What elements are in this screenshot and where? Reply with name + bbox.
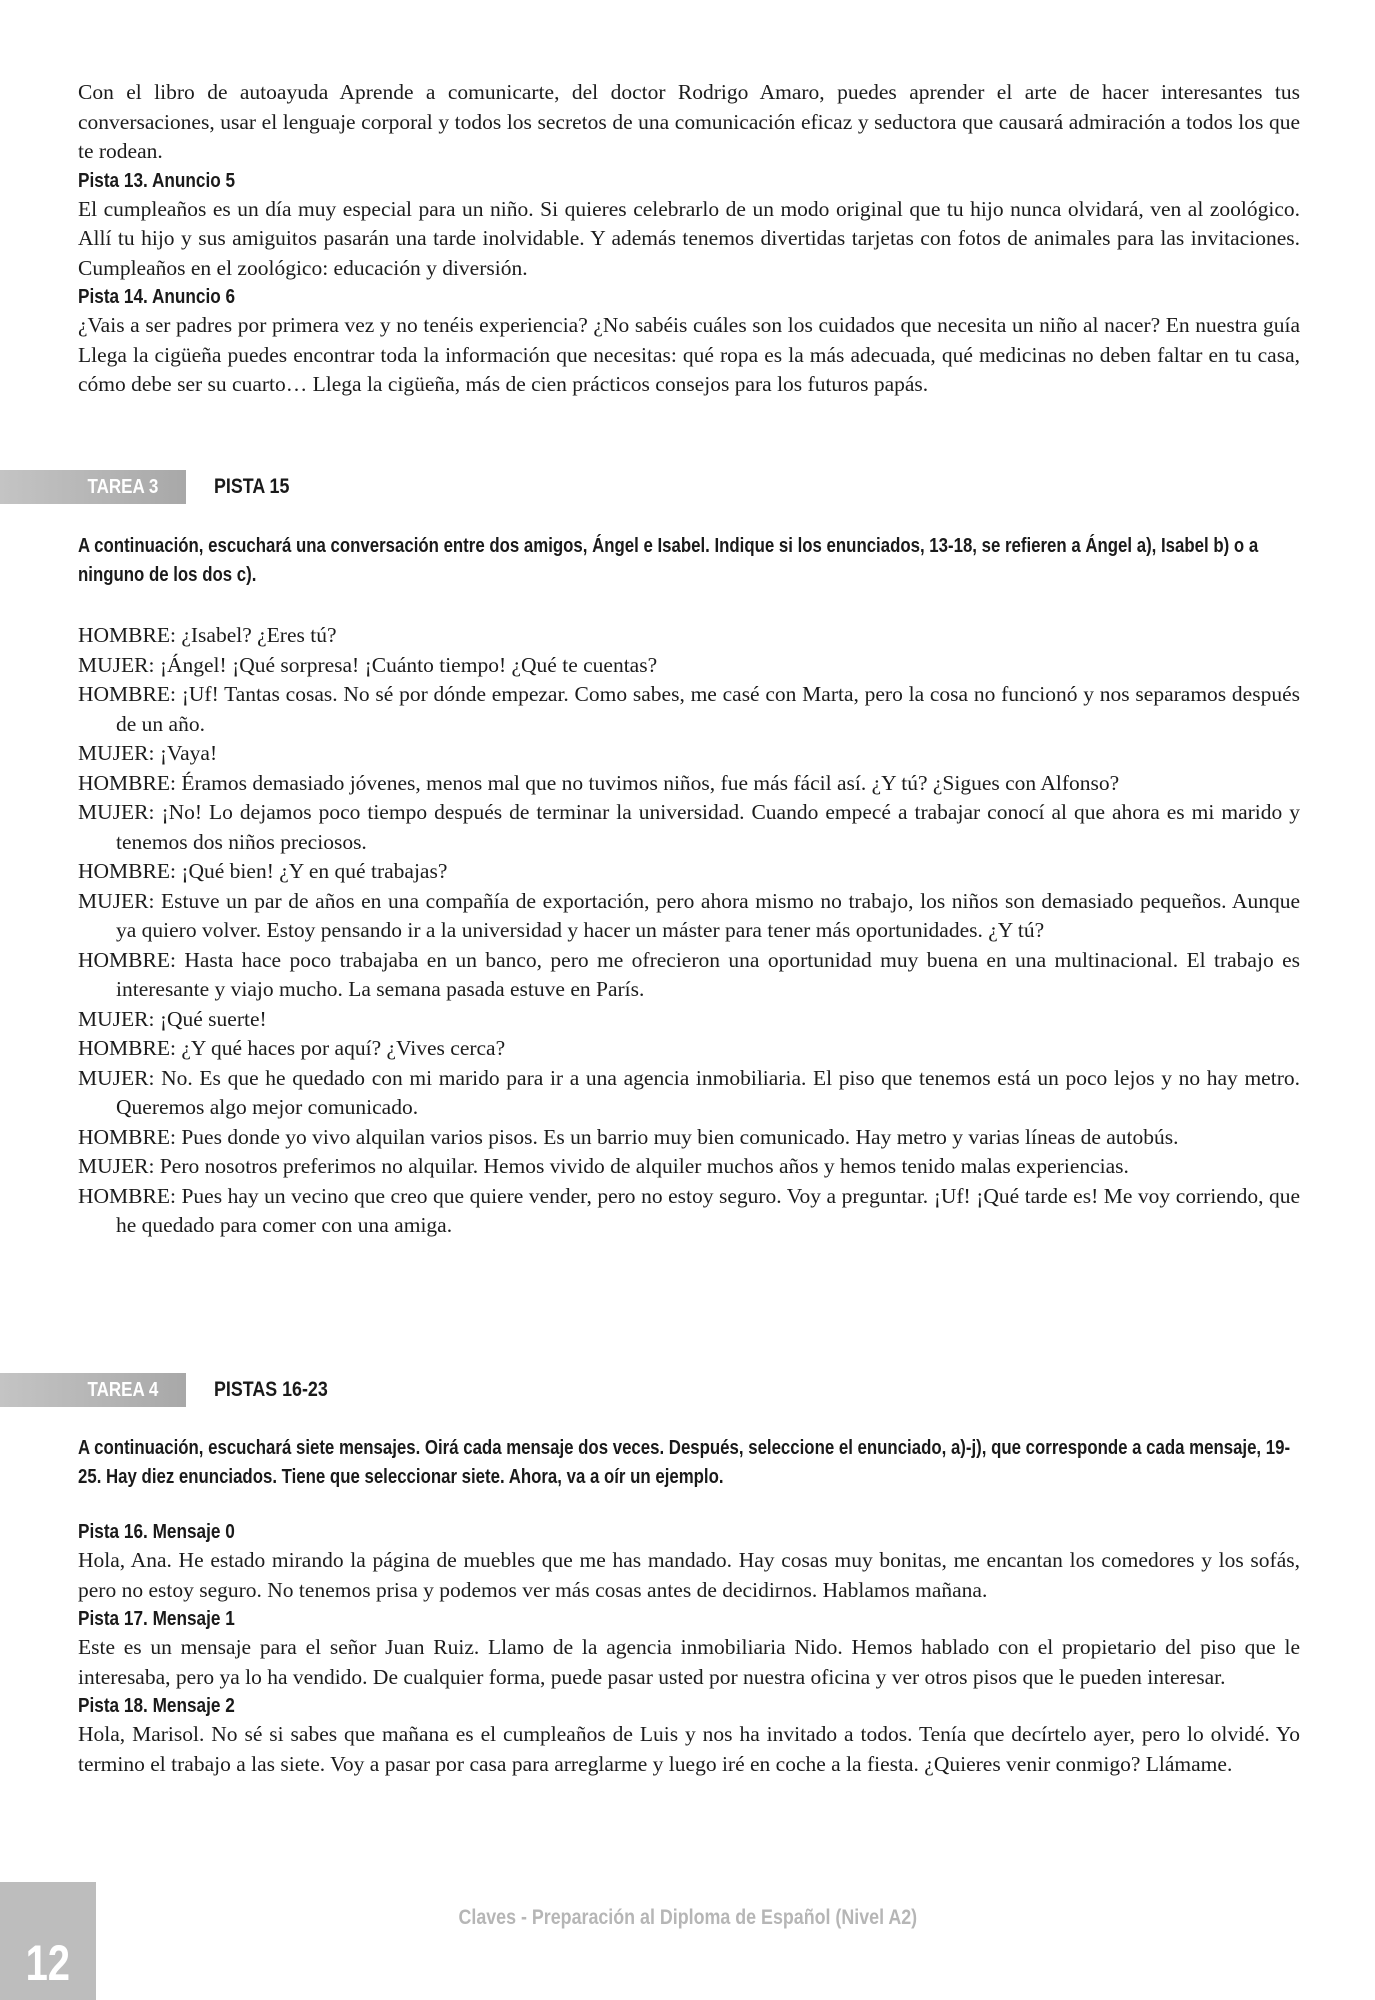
message-heading: Pista 16. Mensaje 0 xyxy=(78,1521,235,1543)
tarea-4-pista: PISTAS 16-23 xyxy=(214,1378,328,1401)
dialogue-line: HOMBRE: ¿Y qué haces por aquí? ¿Vives cerca? xyxy=(78,1036,506,1060)
dialogue-line: MUJER: Estuve un par de años en una compañía de exportación, pero ahora mismo no trabajo, los niños son demasiado pequeños. Aunque ya quiero volver. Estoy pensando ir a la universidad y hacer un máster para tener más oportunidades. ¿Y tú? xyxy=(78,888,1300,942)
intro-section xyxy=(78,78,1300,400)
dialogue-line: HOMBRE: Éramos demasiado jóvenes, menos mal que no tuvimos niños, fue más fácil así. ¿Y tú? ¿Sigues con Alfonso? xyxy=(78,770,1120,795)
message-heading: Pista 17. Mensaje 1 xyxy=(78,1608,235,1630)
tarea-3-header xyxy=(0,470,303,504)
pista-13-heading: Pista 13. Anuncio 5 xyxy=(78,169,236,192)
tarea-4-instruction: A continuación, escuchará siete mensajes. Oirá cada mensaje dos veces. Después, seleccione el enunciado, a)-j), que corresponde a cada mensaje, 19-25. Hay diez enunciados. Tiene que seleccionar siete. Ahora, va a oír un ejemplo. xyxy=(78,1436,1291,1488)
tarea-3-instruction: A continuación, escuchará una conversación entre dos amigos, Ángel e Isabel. Indique si los enunciados, 13-18, se refieren a Ángel a), Isabel b) o a ninguno de los dos c). xyxy=(78,534,1259,586)
dialogue-line: MUJER: ¡Qué suerte! xyxy=(78,1006,267,1031)
tarea-3-label: TAREA 3 xyxy=(87,475,158,498)
page-number: 12 xyxy=(0,1882,96,2000)
dialogue-line: MUJER: ¡Vaya! xyxy=(78,741,218,765)
intro-paragraph-3: ¿Vais a ser padres por primera vez y no tenéis experiencia? ¿No sabéis cuáles son los cuidados que necesita un niño al nacer? En nuestra guía Llega la cigüeña puedes encontrar toda la información que necesitas: qué ropa es la más adecuada, qué medicinas no deben faltar en tu casa, cómo debe ser su cuarto… Llega la cigüeña, más de cien prácticos consejos para los futuros papás. xyxy=(78,313,1300,396)
tarea-4-messages xyxy=(78,1518,1300,1779)
dialogue-line: HOMBRE: Pues donde yo vivo alquilan varios pisos. Es un barrio muy bien comunicado. Hay metro y varias líneas de autobús. xyxy=(78,1124,1179,1149)
tarea-4-label: TAREA 4 xyxy=(87,1378,158,1401)
message-text: Hola, Ana. He estado mirando la página de muebles que me has mandado. Hay cosas muy bonitas, me encantan los comedores y los sofás, pero no estoy seguro. No tenemos prisa y podemos ver más cosas antes de decidirnos. Hablamos mañana. xyxy=(78,1548,1300,1602)
footer-title: Claves - Preparación al Diploma de Español (Nivel A2) xyxy=(458,1906,917,1929)
pista-14-heading: Pista 14. Anuncio 6 xyxy=(78,286,236,308)
tarea-4-header xyxy=(0,1373,348,1407)
dialogue-line: HOMBRE: Hasta hace poco trabajaba en un banco, pero me ofrecieron una oportunidad muy buena en una multinacional. El trabajo es interesante y viajo mucho. La semana pasada estuve en París. xyxy=(78,947,1300,1001)
tarea-3-pista: PISTA 15 xyxy=(214,475,290,498)
dialogue-line: MUJER: ¡Ángel! ¡Qué sorpresa! ¡Cuánto tiempo! ¿Qué te cuentas? xyxy=(78,652,658,677)
tarea-3-label-box xyxy=(0,470,186,504)
dialogue-line: HOMBRE: ¡Uf! Tantas cosas. No sé por dónde empezar. Como sabes, me casé con Marta, pero la cosa no funcionó y nos separamos después de un año. xyxy=(78,682,1300,736)
message-text: Este es un mensaje para el señor Juan Ruiz. Llamo de la agencia inmobiliaria Nido. Hemos hablado con el propietario del piso que le interesaba, pero ya lo ha vendido. De cualquier forma, puede pasar usted por nuestra oficina y ver otros pisos que le pueden interesar. xyxy=(78,1635,1300,1689)
dialogue-line: MUJER: Pero nosotros preferimos no alquilar. Hemos vivido de alquiler muchos años y hemos tenido malas experiencias. xyxy=(78,1154,1129,1178)
dialogue-line: MUJER: ¡No! Lo dejamos poco tiempo después de terminar la universidad. Cuando empecé a trabajar conocí al que ahora es mi marido y tenemos dos niños preciosos. xyxy=(78,800,1300,854)
intro-paragraph-2: El cumpleaños es un día muy especial para un niño. Si quieres celebrarlo de un modo original que tu hijo nunca olvidará, ven al zoológico. Allí tu hijo y sus amiguitos pasarán una tarde inolvidable. Y además tenemos divertidas tarjetas con fotos de animales para las invitaciones. Cumpleaños en el zoológico: educación y diversión. xyxy=(78,196,1300,280)
intro-paragraph-1: Con el libro de autoayuda Aprende a comunicarte, del doctor Rodrigo Amaro, puedes aprender el arte de hacer interesantes tus conversaciones, usar el lenguaje corporal y todos los secretos de una comunicación eficaz y seductora que causará admiración a todos los que te rodean. xyxy=(78,80,1300,163)
dialogue-line: HOMBRE: ¡Qué bien! ¿Y en qué trabajas? xyxy=(78,859,448,883)
tarea-3-dialogue xyxy=(78,621,1300,1241)
tarea-4-label-box xyxy=(0,1373,186,1407)
message-text: Hola, Marisol. No sé si sabes que mañana es el cumpleaños de Luis y nos ha invitado a todos. Tenía que decírtelo ayer, pero lo olvidé. Yo termino el trabajo a las siete. Voy a pasar por casa para arreglarme y luego iré en coche a la fiesta. ¿Quieres venir conmigo? Llámame. xyxy=(78,1722,1300,1776)
dialogue-line: MUJER: No. Es que he quedado con mi marido para ir a una agencia inmobiliaria. El piso que tenemos está un poco lejos y no hay metro. Queremos algo mejor comunicado. xyxy=(78,1065,1300,1119)
dialogue-line: HOMBRE: Pues hay un vecino que creo que quiere vender, pero no estoy seguro. Voy a preguntar. ¡Uf! ¡Qué tarde es! Me voy corriendo, que he quedado para comer con una amiga. xyxy=(78,1183,1300,1237)
dialogue-line: HOMBRE: ¿Isabel? ¿Eres tú? xyxy=(78,623,337,647)
message-heading: Pista 18. Mensaje 2 xyxy=(78,1695,235,1717)
